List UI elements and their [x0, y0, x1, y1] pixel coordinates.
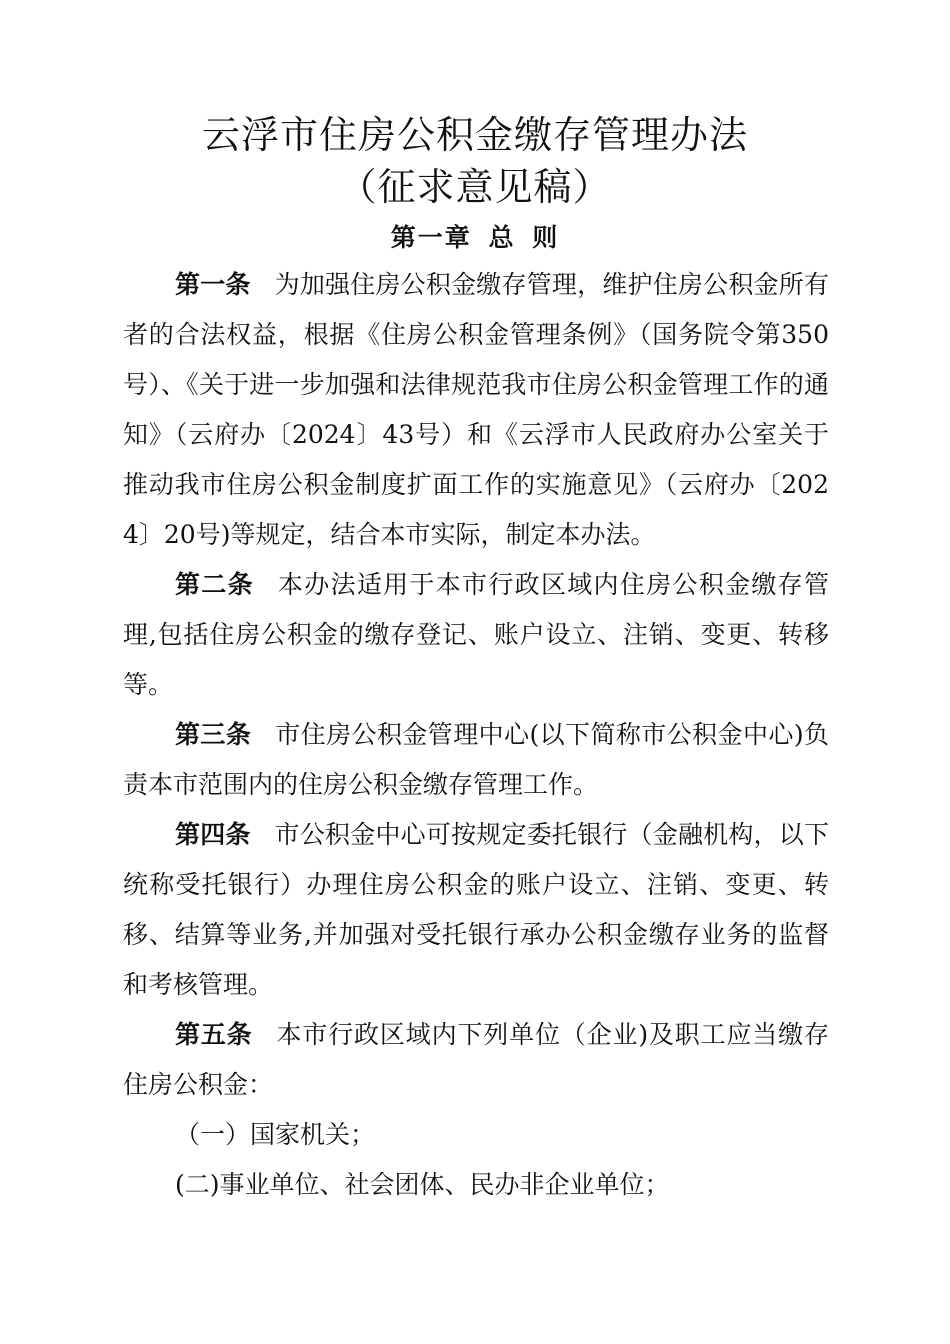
- article-5: [123, 1010, 829, 1110]
- article-2: [123, 560, 829, 710]
- article-2-text: 本办法适用于本市行政区域内住房公积金缴存管理,包括住房公积金的缴存登记、账户设立、注销、变更、转移等。: [123, 570, 829, 699]
- document-title: 云浮市住房公积金缴存管理办法: [201, 113, 748, 157]
- article-2-heading: 第二条: [175, 570, 254, 599]
- article-5-heading: 第五条: [175, 1020, 253, 1049]
- article-1: [123, 260, 829, 560]
- list-item: （一）国家机关；: [175, 1120, 376, 1149]
- article-5-text: 本市行政区域内下列单位（企业)及职工应当缴存住房公积金：: [123, 1020, 829, 1099]
- article-4-text: 市公积金中心可按规定委托银行（金融机构，以下统称受托银行）办理住房公积金的账户设立、注销、变更、转移、结算等业务,并加强对受托银行承办公积金缴存业务的监督和考核管理。: [123, 820, 829, 999]
- chapter-heading: 第一章 总 则: [390, 223, 560, 252]
- article-1-heading: 第一条: [175, 270, 251, 299]
- list-item: (二)事业单位、社会团体、民办非企业单位；: [175, 1170, 670, 1199]
- article-3-heading: 第三条: [175, 720, 252, 749]
- article-1-text: 为加强住房公积金缴存管理，维护住房公积金所有者的合法权益，根据《住房公积金管理条例》（国务院令第350号）、《关于进一步加强和法律规范我市住房公积金管理工作的通知》（云府办〔2024〕43号）和《云浮市人民政府办公室关于推动我市住房公积金制度扩面工作的实施意见》（云府办〔2024〕20号)等规定，结合本市实际，制定本办法。: [123, 270, 829, 549]
- document-subtitle: （征求意见稿）: [338, 165, 612, 209]
- article-4-heading: 第四条: [175, 820, 251, 849]
- article-4: [123, 810, 829, 1010]
- article-3-text: 市住房公积金管理中心(以下简称市公积金中心)负责本市范围内的住房公积金缴存管理工作。: [123, 720, 829, 799]
- article-3: [123, 710, 829, 810]
